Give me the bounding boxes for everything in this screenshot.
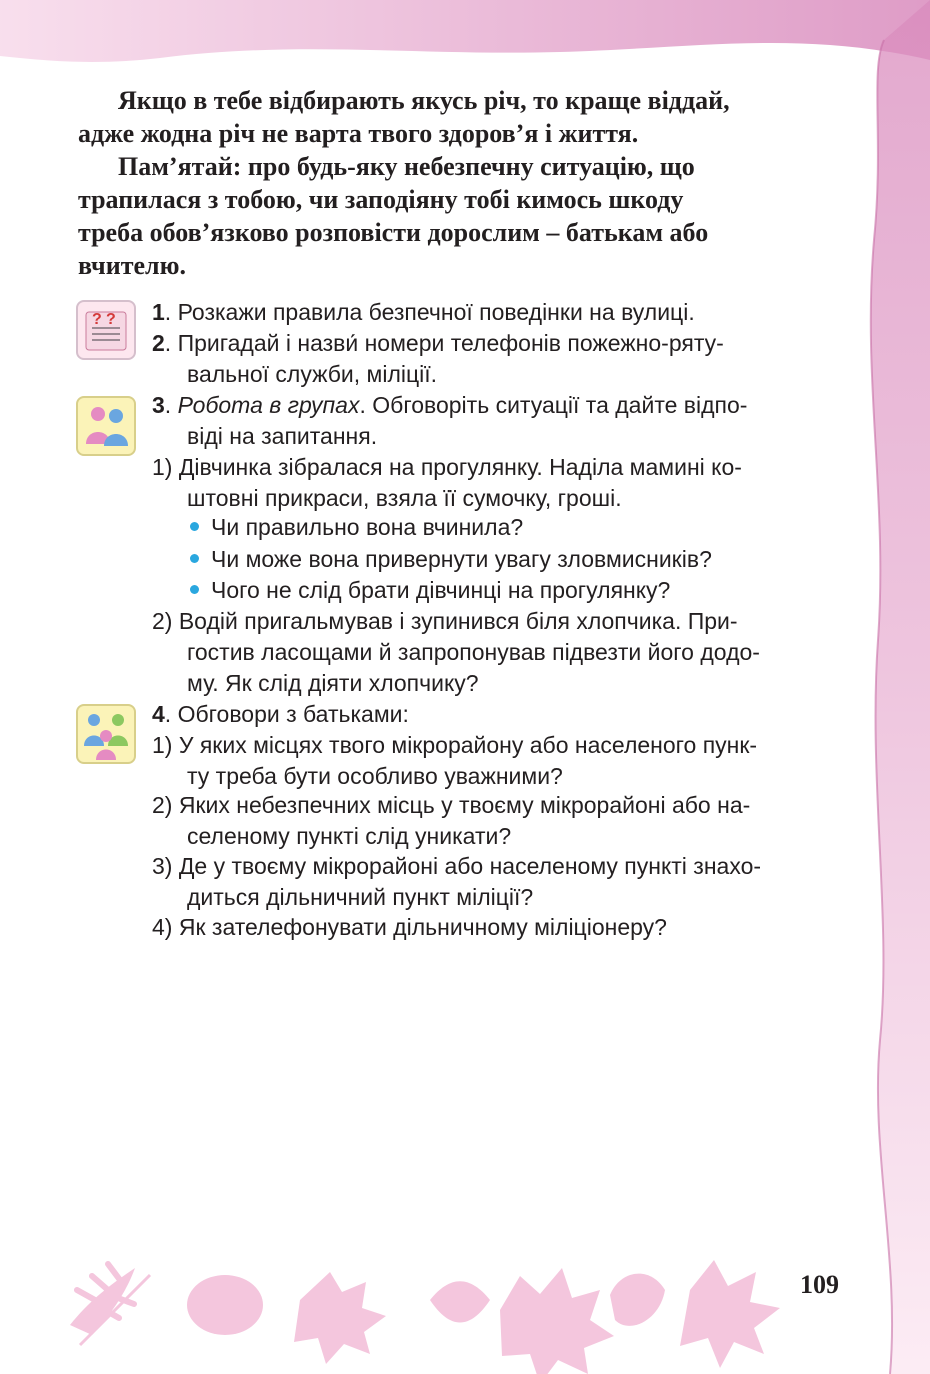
bullet-icon [190, 554, 199, 563]
discussion-item: 3) Де у твоєму мікрорайоні або населеному пункті знахо- [152, 853, 762, 879]
task-3-continued: віді на запитання. [187, 423, 378, 449]
remember-paragraph [78, 150, 852, 282]
svg-text:?: ? [92, 311, 102, 328]
advice-line: адже жодна річ не варта твого здоров’я і життя. [78, 119, 639, 148]
discussion-item-continued: ту треба бути особливо уважними? [187, 763, 563, 789]
situation-2-continued: гостив ласощами й запропонував підвезти його додо- [187, 639, 760, 665]
situation-1: 1) Дівчинка зібралася на прогулянку. Наділа мамині ко- [152, 454, 742, 480]
discussion-item: 2) Яких небезпечних місць у твоєму мікрорайоні або на- [152, 792, 751, 818]
discussion-item: 1) У яких місцях твого мікрорайону або населеного пунк- [152, 732, 758, 758]
bullet-question [190, 544, 712, 575]
bullet-text: Чи правильно вона вчинила? [211, 514, 524, 540]
situation-1-continued: штовні прикраси, взяла її сумочку, гроші. [187, 485, 622, 511]
bullet-icon [190, 522, 199, 531]
family-discussion-icon [76, 704, 136, 764]
remember-line [78, 150, 852, 183]
remember-line: вчителю. [78, 251, 186, 280]
task-2-continued: вальної служби, міліції. [187, 361, 438, 387]
task-text: . Обговори з батьками: [164, 701, 409, 727]
remember-line: трапилася з тобою, чи заподіяну тобі кимось шкоду [78, 185, 684, 214]
discussion-item-continued: селеному пункті слід уникати? [187, 823, 512, 849]
task-number: 3 [152, 392, 165, 418]
task-separator: . [164, 392, 178, 418]
question-book-icon [76, 300, 136, 360]
discussion-item: 4) Як зателефонувати дільничному міліціонеру? [152, 914, 667, 940]
task-italic-title: Робота в групах [177, 392, 360, 418]
task-number: 4 [152, 701, 165, 727]
advice-line: Якщо в тебе відбирають якусь річ, то краще віддай, [118, 86, 730, 115]
remember-text: про будь-яку небезпечну ситуацію, що [241, 152, 695, 181]
advice-paragraph [78, 84, 852, 150]
page-number: 109 [800, 1270, 839, 1299]
task-4 [152, 699, 409, 730]
situation-2: 2) Водій пригальмував і зупинився біля хлопчика. При- [152, 608, 738, 634]
remember-line: треба обов’язково розповісти дорослим – батькам або [78, 218, 709, 247]
task-1 [152, 297, 695, 328]
task-number: 1 [152, 299, 165, 325]
task-text: . Обговоріть ситуації та дайте відпо- [359, 392, 748, 418]
bullet-text: Чи може вона привернути увагу зловмисників? [211, 546, 712, 572]
bullet-icon [190, 585, 199, 594]
bullet-question [190, 512, 523, 543]
situation-2-continued: му. Як слід діяти хлопчику? [187, 670, 479, 696]
bullet-question [190, 575, 670, 606]
task-text: . Розкажи правила безпечної поведінки на вулиці. [164, 299, 695, 325]
task-2 [152, 328, 724, 359]
task-3 [152, 390, 747, 421]
task-number: 2 [152, 330, 165, 356]
group-work-icon [76, 396, 136, 456]
remember-lead: Пам’ятай: [118, 152, 242, 181]
task-text: . Пригадай і назви́ номери телефонів пожежно-ряту- [164, 330, 724, 356]
svg-text:?: ? [106, 311, 116, 328]
discussion-item-continued: диться дільничний пункт міліції? [187, 884, 534, 910]
bullet-text: Чого не слід брати дівчинці на прогулянку? [211, 577, 671, 603]
